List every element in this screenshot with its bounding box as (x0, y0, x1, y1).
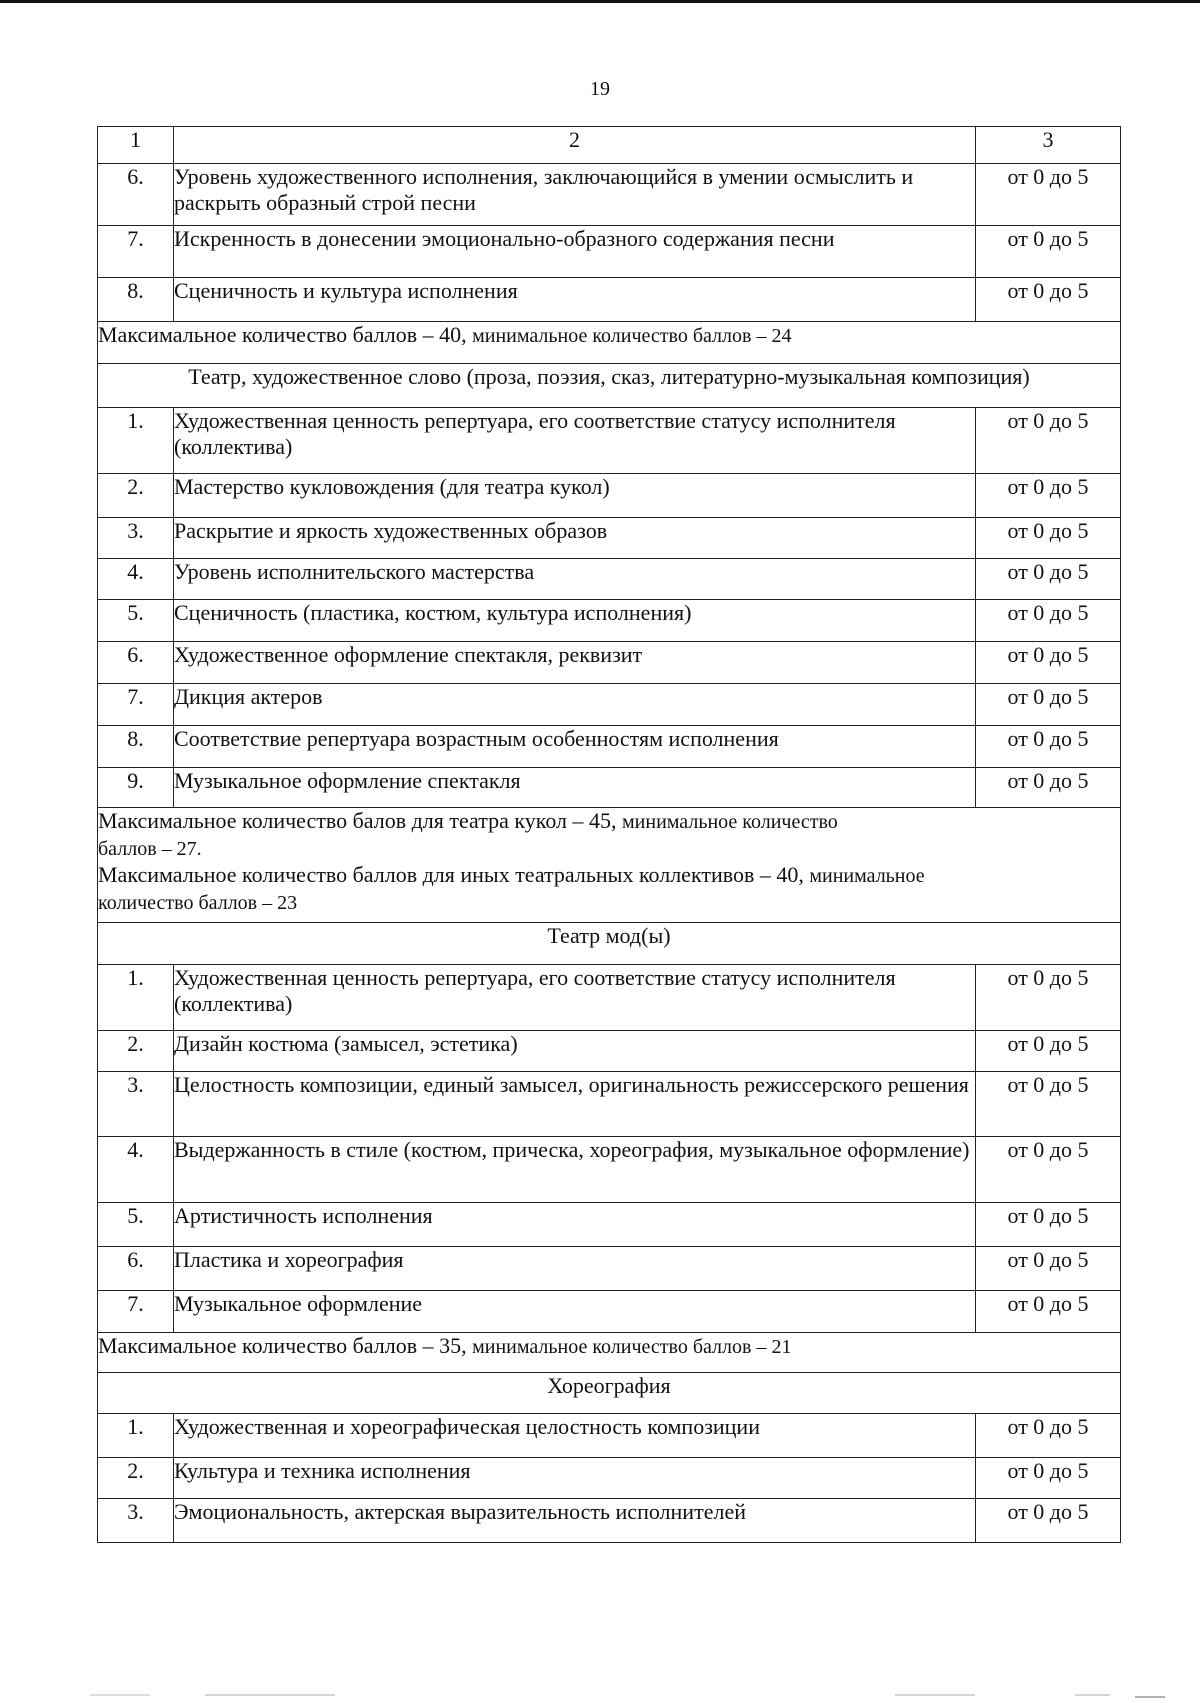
criteria-text: Целостность композиции, единый замысел, оригинальность режиссерского решения (174, 1072, 976, 1137)
criteria-row (98, 726, 1121, 768)
criteria-text: Художественная ценность репертуара, его соответствие статусу исполнителя (коллектива) (174, 408, 976, 474)
section-heading-row (98, 1373, 1121, 1414)
criteria-score: от 0 до 5 (976, 408, 1121, 474)
criteria-text: Эмоциональность, актерская выразительность исполнителей (174, 1499, 976, 1543)
criteria-row (98, 408, 1121, 474)
criteria-score: от 0 до 5 (976, 768, 1121, 808)
section-heading-row (98, 923, 1121, 965)
summary-text (98, 808, 1121, 923)
summary-text (98, 1333, 1121, 1373)
top-border-line (0, 0, 1200, 3)
criteria-text: Уровень исполнительского мастерства (174, 559, 976, 600)
criteria-number: 7. (98, 226, 174, 278)
criteria-score: от 0 до 5 (976, 1458, 1121, 1499)
criteria-text: Дизайн костюма (замысел, эстетика) (174, 1031, 976, 1072)
summary-line (98, 322, 1120, 349)
criteria-row (98, 164, 1121, 226)
scan-edge-marks (0, 1683, 1200, 1703)
criteria-score: от 0 до 5 (976, 518, 1121, 559)
header-col-3: 3 (976, 127, 1121, 164)
criteria-number: 1. (98, 408, 174, 474)
section-heading: Театр мод(ы) (98, 923, 1121, 965)
summary-min-text: минимальное количество баллов – 24 (472, 325, 792, 347)
header-col-1: 1 (98, 127, 174, 164)
criteria-row (98, 1137, 1121, 1203)
criteria-row (98, 1072, 1121, 1137)
criteria-row (98, 768, 1121, 808)
criteria-number: 8. (98, 726, 174, 768)
summary-text (98, 322, 1121, 364)
criteria-number: 4. (98, 559, 174, 600)
criteria-table (97, 126, 1121, 1543)
criteria-number: 1. (98, 1414, 174, 1458)
criteria-text: Артистичность исполнения (174, 1203, 976, 1247)
criteria-number: 1. (98, 965, 174, 1031)
criteria-row (98, 474, 1121, 518)
criteria-score: от 0 до 5 (976, 474, 1121, 518)
page-number: 19 (590, 78, 610, 100)
criteria-score: от 0 до 5 (976, 726, 1121, 768)
summary-min-text: минимальное (809, 865, 925, 887)
criteria-text: Искренность в донесении эмоционально-образного содержания песни (174, 226, 976, 278)
criteria-score: от 0 до 5 (976, 600, 1121, 642)
summary-min-text: количество баллов – 23 (98, 892, 298, 914)
summary-line (98, 862, 1120, 889)
criteria-row (98, 278, 1121, 322)
summary-row (98, 1333, 1121, 1373)
summary-main-text: Максимальное количество баллов – 40, (98, 322, 473, 347)
criteria-text: Сценичность и культура исполнения (174, 278, 976, 322)
criteria-score: от 0 до 5 (976, 684, 1121, 726)
criteria-score: от 0 до 5 (976, 1291, 1121, 1333)
criteria-number: 2. (98, 1031, 174, 1072)
criteria-row (98, 684, 1121, 726)
criteria-text: Музыкальное оформление спектакля (174, 768, 976, 808)
criteria-text: Соответствие репертуара возрастным особенностям исполнения (174, 726, 976, 768)
criteria-row (98, 1414, 1121, 1458)
criteria-number: 7. (98, 1291, 174, 1333)
criteria-score: от 0 до 5 (976, 559, 1121, 600)
criteria-score: от 0 до 5 (976, 1137, 1121, 1203)
criteria-number: 6. (98, 642, 174, 684)
criteria-row (98, 1247, 1121, 1291)
criteria-number: 4. (98, 1137, 174, 1203)
summary-line (98, 808, 1120, 835)
criteria-text: Музыкальное оформление (174, 1291, 976, 1333)
criteria-text: Выдержанность в стиле (костюм, прическа, хореография, музыкальное оформление) (174, 1137, 976, 1203)
section-heading: Хореография (98, 1373, 1121, 1414)
criteria-number: 2. (98, 1458, 174, 1499)
criteria-number: 6. (98, 1247, 174, 1291)
summary-min-text: минимальное количество (622, 811, 838, 833)
criteria-number: 8. (98, 278, 174, 322)
criteria-row (98, 1458, 1121, 1499)
criteria-number: 5. (98, 600, 174, 642)
criteria-text: Художественная и хореографическая целостность композиции (174, 1414, 976, 1458)
summary-line (98, 1333, 1120, 1360)
table-header-row (98, 127, 1121, 164)
criteria-score: от 0 до 5 (976, 278, 1121, 322)
criteria-row (98, 1203, 1121, 1247)
criteria-row (98, 965, 1121, 1031)
criteria-text: Раскрытие и яркость художественных образов (174, 518, 976, 559)
criteria-score: от 0 до 5 (976, 642, 1121, 684)
criteria-number: 3. (98, 1072, 174, 1137)
section-heading-row (98, 364, 1121, 408)
criteria-score: от 0 до 5 (976, 1031, 1121, 1072)
criteria-row (98, 559, 1121, 600)
criteria-score: от 0 до 5 (976, 226, 1121, 278)
criteria-text: Мастерство кукловождения (для театра кукол) (174, 474, 976, 518)
criteria-row (98, 1031, 1121, 1072)
summary-min-text: баллов – 27. (98, 838, 202, 860)
criteria-row (98, 642, 1121, 684)
criteria-score: от 0 до 5 (976, 164, 1121, 226)
criteria-row (98, 600, 1121, 642)
criteria-text: Сценичность (пластика, костюм, культура исполнения) (174, 600, 976, 642)
summary-line (98, 835, 1120, 862)
criteria-score: от 0 до 5 (976, 1072, 1121, 1137)
summary-row (98, 808, 1121, 923)
criteria-text: Уровень художественного исполнения, заключающийся в умении осмыслить и раскрыть образный строй песни (174, 164, 976, 226)
criteria-number: 3. (98, 1499, 174, 1543)
criteria-text: Пластика и хореография (174, 1247, 976, 1291)
criteria-text: Дикция актеров (174, 684, 976, 726)
header-col-2: 2 (174, 127, 976, 164)
criteria-score: от 0 до 5 (976, 1499, 1121, 1543)
summary-line (98, 889, 1120, 916)
section-heading: Театр, художественное слово (проза, поэзия, сказ, литературно-музыкальная композиция) (98, 364, 1121, 408)
criteria-number: 7. (98, 684, 174, 726)
summary-min-text: минимальное количество баллов – 21 (472, 1336, 792, 1358)
criteria-number: 6. (98, 164, 174, 226)
criteria-number: 9. (98, 768, 174, 808)
criteria-text: Культура и техника исполнения (174, 1458, 976, 1499)
criteria-text: Художественное оформление спектакля, реквизит (174, 642, 976, 684)
summary-main-text: Максимальное количество баллов – 35, (98, 1333, 473, 1358)
criteria-score: от 0 до 5 (976, 1414, 1121, 1458)
criteria-number: 3. (98, 518, 174, 559)
summary-main-text: Максимальное количество баллов для иных театральных коллективов – 40, (98, 862, 810, 887)
criteria-score: от 0 до 5 (976, 965, 1121, 1031)
criteria-row (98, 1499, 1121, 1543)
criteria-row (98, 518, 1121, 559)
criteria-text: Художественная ценность репертуара, его соответствие статусу исполнителя (коллектива) (174, 965, 976, 1031)
criteria-number: 2. (98, 474, 174, 518)
criteria-score: от 0 до 5 (976, 1247, 1121, 1291)
criteria-row (98, 226, 1121, 278)
summary-main-text: Максимальное количество балов для театра кукол – 45, (98, 808, 623, 833)
criteria-row (98, 1291, 1121, 1333)
criteria-score: от 0 до 5 (976, 1203, 1121, 1247)
criteria-number: 5. (98, 1203, 174, 1247)
summary-row (98, 322, 1121, 364)
